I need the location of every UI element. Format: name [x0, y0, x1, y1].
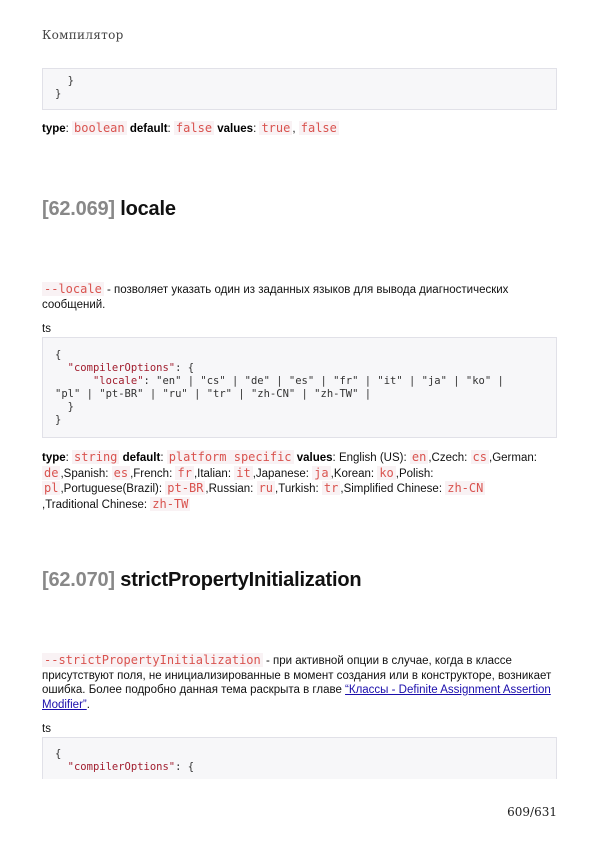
section-number: [62.069]	[42, 198, 115, 220]
spi-description	[42, 653, 557, 712]
section-number: [62.070]	[42, 569, 115, 591]
type-label: type	[42, 123, 66, 135]
code-key: "compilerOptions"	[67, 362, 176, 374]
language-name: German:	[492, 452, 537, 464]
values-label: values	[217, 123, 254, 135]
language-code: pt-BR	[167, 481, 204, 495]
language-name: Russian:	[208, 483, 254, 495]
section-name: strictPropertyInitialization	[120, 569, 362, 591]
language-code: es	[113, 465, 129, 480]
code-line: {	[55, 349, 62, 361]
language-name: Polish:	[398, 467, 434, 480]
code-key: "locale"	[92, 375, 144, 387]
language-name: English (US):	[338, 452, 407, 464]
language-code: tr	[323, 481, 339, 495]
running-header: Компилятор	[42, 28, 124, 42]
locale-meta: type: string default: platform specific values: English (US): en ,Czech: cs ,German: de ,Spanish: es ,French: fr ,Italian: it ,Japanese: ja ,Korean: ko ,Polish: pl ,Portuguese(Brazil): pt-BR ,Russian: ru ,Turkish: tr ,Simplified Chinese: zh-CN ,Traditional Chinese: zh-TW	[42, 450, 537, 511]
code-line: }	[55, 414, 62, 426]
type-value: boolean	[74, 121, 125, 135]
code-key: "compilerOptions"	[67, 761, 176, 773]
language-code: ko	[379, 465, 394, 480]
language-code: pl	[44, 481, 59, 495]
code-line: }	[55, 88, 62, 100]
flag-name: --locale	[44, 282, 102, 296]
default-label: default	[122, 452, 161, 464]
values-label: values	[296, 452, 333, 464]
language-code: zh-TW	[152, 496, 189, 511]
code-language-label: ts	[42, 323, 51, 335]
flag-name: --strictPropertyInitialization	[44, 653, 261, 667]
language-name: Turkish:	[278, 483, 319, 495]
language-code: it	[236, 465, 251, 480]
type-value: string	[74, 450, 118, 464]
language-code: en	[411, 450, 427, 464]
code-line: : "en" | "cs" | "de" | "es" | "fr" | "it" | "ja" | "ko" |	[143, 375, 504, 387]
code-block-locale	[42, 337, 557, 438]
language-name: Traditional Chinese:	[45, 498, 148, 511]
code-block-spi	[42, 737, 557, 779]
language-name: Korean:	[333, 467, 375, 480]
chapter-link[interactable]: “Классы - Definite Assignment Assertion Modifier”	[42, 684, 551, 711]
section-title-strict-property-initialization	[42, 569, 361, 592]
language-name: Portuguese(Brazil):	[63, 483, 163, 495]
description-end: .	[86, 698, 90, 711]
code-line: {	[55, 748, 62, 760]
code-line: }	[55, 401, 74, 413]
language-code: fr	[177, 465, 192, 480]
language-name: French:	[133, 467, 173, 480]
default-value: false	[175, 121, 213, 135]
language-name: Czech:	[431, 452, 468, 464]
language-code: ja	[314, 465, 329, 480]
locale-description	[42, 282, 557, 312]
code-line: : {	[175, 362, 195, 374]
code-language-label: ts	[42, 723, 51, 735]
language-name: Spanish:	[63, 467, 109, 480]
code-line: }	[55, 75, 74, 87]
language-code: zh-CN	[447, 481, 484, 495]
language-code: ru	[258, 481, 274, 495]
code-line: "pl" | "pt-BR" | "ru" | "tr" | "zh-CN" | "zh-TW" |	[55, 388, 372, 400]
section-name: locale	[120, 198, 176, 220]
description-text: - позволяет указать один из заданных языков для вывода диагностических сообщений.	[42, 284, 509, 311]
code-block-continuation	[42, 68, 557, 110]
language-name: Simplified Chinese:	[343, 483, 443, 495]
value-item: false	[300, 121, 337, 135]
code-line: : {	[175, 761, 195, 773]
option-meta: type: boolean default: false values: true , false	[42, 121, 337, 135]
default-value: platform specific	[168, 450, 292, 464]
language-code: de	[44, 465, 59, 480]
value-item: true	[261, 121, 291, 135]
page-number: 609/631	[507, 805, 557, 819]
default-label: default	[129, 123, 168, 135]
language-name: Japanese:	[255, 467, 309, 480]
section-title-locale	[42, 198, 176, 221]
language-code: cs	[472, 450, 487, 464]
description-text: - при активной опции в случае, когда в классе присутствуют поля, не инициализированные в момент создания или в конструкторе, возникает ошибка. Более подробно данная тема раскрыта в главе	[42, 655, 552, 696]
type-label: type	[42, 452, 66, 464]
language-name: Italian:	[197, 467, 232, 480]
